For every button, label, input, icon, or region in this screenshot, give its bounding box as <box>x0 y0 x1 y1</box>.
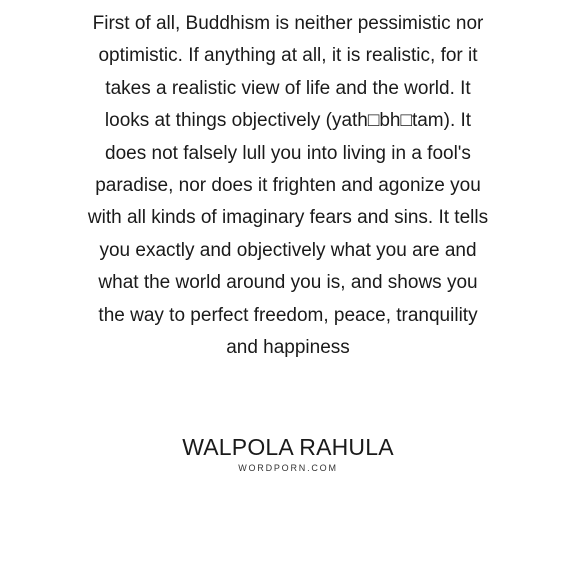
quote-line: paradise, nor does it frighten and agonize you <box>95 175 481 197</box>
quote-text <box>44 8 532 364</box>
quote-line: First of all, Buddhism is neither pessimistic nor <box>92 13 484 34</box>
quote-line: takes a realistic view of life and the world. It <box>105 77 471 99</box>
quote-line: what the world around you is, and shows you <box>98 272 478 294</box>
site-credit: WORDPORN.COM <box>238 463 338 473</box>
quote-line: you exactly and objectively what you are and <box>99 239 477 261</box>
author-name: WALPOLA RAHULA <box>182 434 394 460</box>
quote-line: optimistic. If anything at all, it is realistic, for it <box>98 45 478 67</box>
quote-line: looks at things objectively (yath□bh□tam). It <box>104 110 472 132</box>
quote-line: does not falsely lull you into living in a fool's <box>105 142 471 164</box>
quote-line: and happiness <box>226 337 350 359</box>
quote-line: the way to perfect freedom, peace, tranquility <box>98 304 478 326</box>
quote-line: with all kinds of imaginary fears and sins. It tells <box>87 207 489 229</box>
